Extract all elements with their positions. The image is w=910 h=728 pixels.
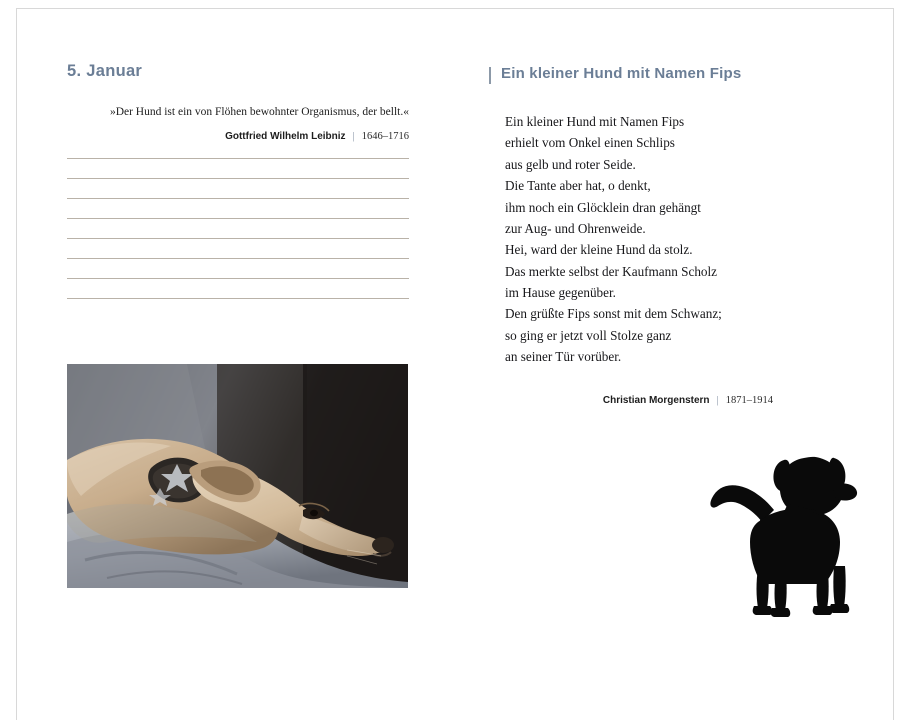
poem-attribution bbox=[505, 390, 773, 408]
note-line[interactable] bbox=[67, 298, 409, 299]
poem-line: ihm noch ein Glöcklein dran gehängt bbox=[505, 199, 701, 215]
note-line[interactable] bbox=[67, 258, 409, 259]
poem-line: an seiner Tür vorüber. bbox=[505, 349, 622, 365]
quote-text: »Der Hund ist ein von Flöhen bewohnter Organismus, der bellt.« bbox=[109, 106, 409, 118]
note-lines[interactable] bbox=[67, 158, 409, 299]
poem-line: zur Aug- und Ohrenweide. bbox=[505, 220, 646, 236]
page-title: 5. Januar bbox=[67, 62, 143, 80]
quote-author: Gottfried Wilhelm Leibniz bbox=[225, 130, 346, 142]
poem-line: Hei, ward der kleine Hund da stolz. bbox=[505, 242, 693, 258]
poem-line: Ein kleiner Hund mit Namen Fips bbox=[505, 114, 685, 129]
note-line[interactable] bbox=[67, 158, 409, 159]
page-frame-right bbox=[893, 8, 894, 720]
poem-body bbox=[505, 111, 849, 368]
poem-author-years: 1871–1914 bbox=[725, 394, 773, 406]
poem-line: Die Tante aber hat, o denkt, bbox=[505, 178, 651, 194]
poem-title-row bbox=[489, 66, 849, 84]
poem-line: Den grüßte Fips sonst mit dem Schwanz; bbox=[505, 306, 722, 322]
title-accent-bar bbox=[489, 67, 491, 84]
dog-silhouette-icon bbox=[700, 448, 860, 618]
attribution-separator: | bbox=[716, 393, 719, 406]
note-line[interactable] bbox=[67, 238, 409, 239]
right-page-content bbox=[489, 66, 849, 408]
note-line[interactable] bbox=[67, 178, 409, 179]
note-line[interactable] bbox=[67, 198, 409, 199]
poem-title: Ein kleiner Hund mit Namen Fips bbox=[501, 65, 742, 82]
quote-author-years: 1646–1716 bbox=[361, 130, 409, 142]
poem-line: erhielt vom Onkel einen Schlips bbox=[505, 135, 675, 151]
attribution-separator: | bbox=[352, 129, 355, 142]
note-line[interactable] bbox=[67, 218, 409, 219]
page-frame-left bbox=[16, 8, 17, 720]
quote-block bbox=[67, 105, 409, 144]
dog-photo bbox=[67, 364, 408, 588]
quote-attribution bbox=[67, 126, 409, 144]
page-frame-top bbox=[16, 8, 894, 9]
note-line[interactable] bbox=[67, 278, 409, 279]
poem-line: aus gelb und roter Seide. bbox=[505, 156, 636, 172]
poem-line: so ging er jetzt voll Stolze ganz bbox=[505, 327, 672, 343]
left-page-content bbox=[67, 62, 409, 299]
poem-line: Das merkte selbst der Kaufmann Scholz bbox=[505, 263, 718, 279]
poem-line: im Hause gegenüber. bbox=[505, 285, 616, 300]
poem-author: Christian Morgenstern bbox=[602, 394, 710, 406]
